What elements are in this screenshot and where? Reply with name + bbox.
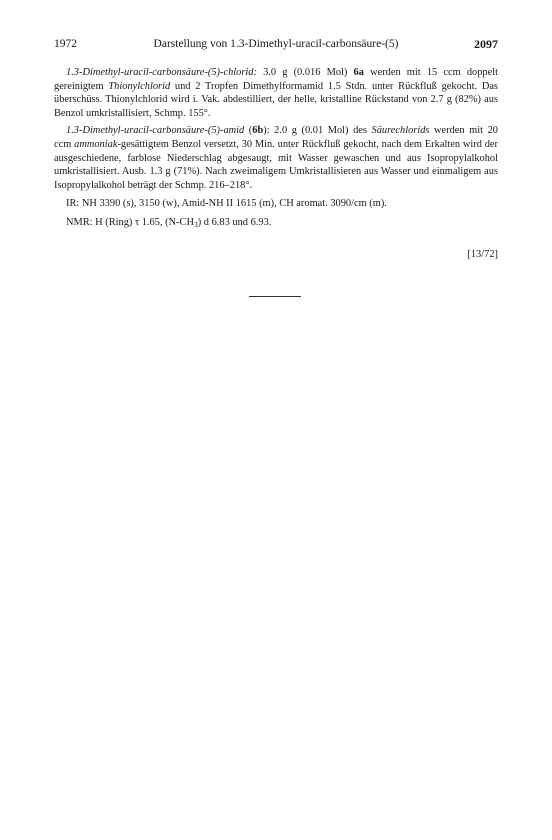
manuscript-reference: [13/72] [467,248,498,260]
reagent-name: Säurechlorids [371,125,430,137]
nmr-data [54,216,498,232]
paragraph-text: ): 2.0 g (0.01 Mol) des [263,125,372,137]
running-title: Darstellung von 1.3-Dimethyl-uracil-carbonsäure-(5) [153,38,399,50]
ir-data: IR: NH 3390 (s), 3150 (w), Amid-NH II 1615 (m), CH aromat. 3090/cm (m). [66,198,387,210]
nmr-text: NMR: H (Ring) τ 1.65, (N-CH [66,216,194,228]
reagent-name: ammoniak [74,138,118,150]
compound-number: 6b [252,125,264,137]
compound-name-amid: 1.3-Dimethyl-uracil-carbonsäure-(5)-amid [66,125,245,137]
paragraph-text: werden mit 15 ccm doppelt gereinigtem [54,67,498,92]
page-header [54,36,498,52]
page-number: 2097 [474,37,498,51]
nmr-text: ) d 6.83 und 6.93. [197,216,272,228]
reagent-name: Thionylchlorid [108,80,171,92]
journal-page [54,36,498,261]
nmr-subscript: 3 [194,219,198,229]
compound-name-chlorid: 1.3-Dimethyl-uracil-carbonsäure-(5)-chlorid: [66,67,257,78]
article-body [54,66,498,261]
paragraph-text: ( [244,125,253,137]
paragraph-text: werden mit 20 ccm [54,125,499,150]
paragraph-text: -gesättigtem Benzol versetzt, 30 Min. unter Rückfluß gekocht, nach dem Erkalten wird der ausgeschiedene, farblose Niederschlag abgesaugt, mit Wasser gewaschen und aus Isopropylalkohol umkristallisiert. Ausb. 1.3 g (71%). Nach zweimaligem Umkristallisieren aus Wasser und einmaligem aus Isopropylalkohol beträgt der Schmp. 216–218°. [54,138,499,191]
compound-number: 6a [353,67,364,78]
paragraph-chlorid [54,66,498,120]
paragraph-text: 3.0 g (0.016 Mol) [256,67,354,78]
paragraph-text: und 2 Tropfen Dimethylformamid 1.5 Stdn. unter Rückfluß gekocht. Das überschüss. Thionylchlorid wird i. Vak. abdestilliert, der helle, kristalline Rückstand von 2.7 g (82%) aus Benzol umkristallisiert, Schmp. 155°. [54,80,498,119]
paragraph-amid [54,124,498,192]
end-of-article-rule [249,296,301,297]
header-year: 1972 [54,38,77,50]
